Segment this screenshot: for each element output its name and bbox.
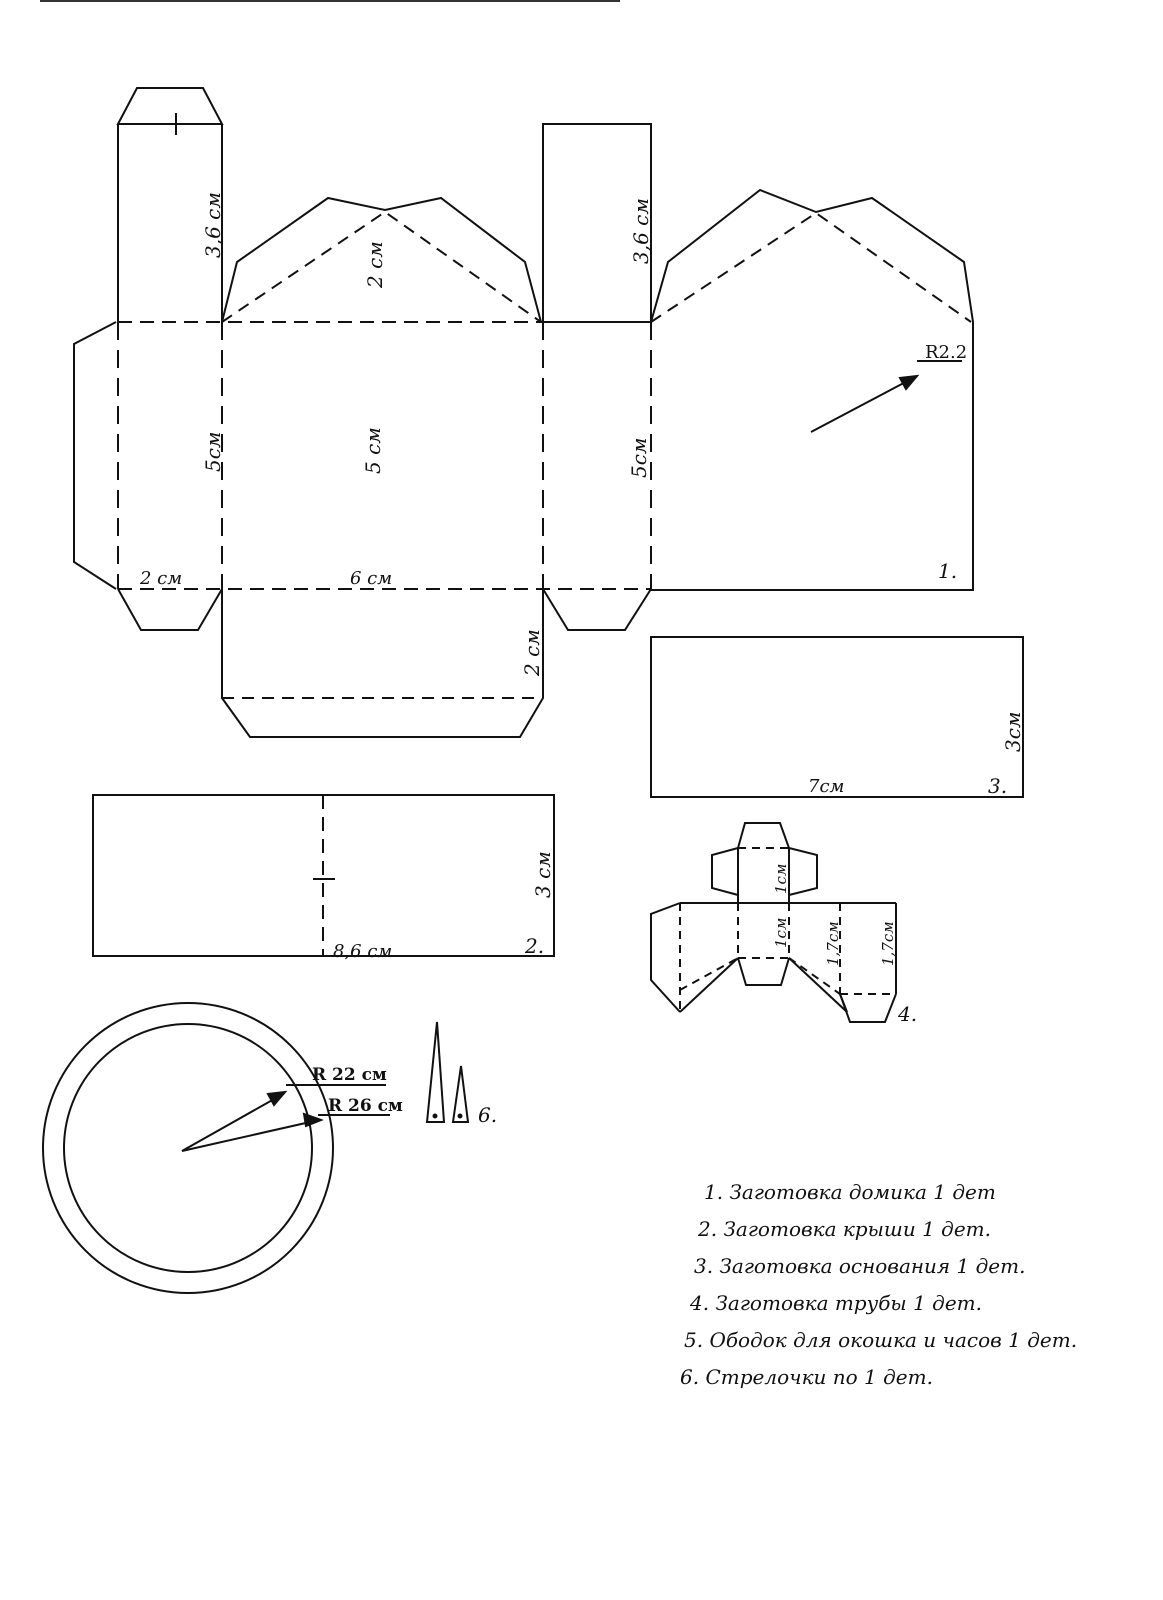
bottom-right-tab [543,589,651,630]
legend-item-2: 2. Заготовка крыши 1 дет. [698,1217,991,1241]
label-6cm-base: 6 см [350,568,393,589]
radius-inner-arrow [182,1094,283,1151]
label-2cm-base: 2 см [140,568,183,589]
floor-panel [222,589,543,737]
label-5cm-side-left: 5см [201,431,225,472]
part-5-rim [43,1003,390,1293]
back-gable-outline [651,190,973,590]
chimney-left-wing [651,903,680,1012]
radius-outer-arrow [182,1120,319,1151]
legend-item-4: 4. Заготовка трубы 1 дет. [690,1291,982,1315]
legend-item-3: 3. Заготовка основания 1 дет. [694,1254,1026,1278]
clock-hand-short-pin [459,1115,462,1118]
label-1-7cm-b: 1,7см [879,921,897,966]
chimney-bottom-cap [738,958,789,985]
label-part-6: 6. [478,1103,498,1127]
bottom-left-tab [118,589,222,630]
label-3cm-base: 3см [1001,711,1025,752]
left-glue-flap [74,322,116,589]
back-gable-fold [651,213,971,322]
left-top-tab [118,88,222,124]
clock-hand-long-pin [434,1115,437,1118]
label-2cm-roof: 2 см [363,241,387,288]
radius-arrow-head [900,376,917,389]
radius-arrow-line [811,376,917,432]
chimney-top-right-flap [789,848,817,895]
clock-hand-long [427,1022,444,1122]
radius-inner-arrow-head [268,1092,285,1105]
label-r26: R 26 см [328,1096,403,1116]
label-part-3: 3. [988,774,1008,798]
legend-item-6: 6. Стрелочки по 1 дет. [680,1365,933,1389]
part-6-clock-hands [427,1022,468,1122]
label-3-6cm-left: 3,6 см [201,192,225,258]
label-5cm-front: 5 см [361,427,385,474]
part-3-base-rect [651,637,1023,797]
label-5cm-side-right: 5см [627,437,651,478]
label-3cm-roof: 3 см [531,851,555,898]
legend-item-5: 5. Ободок для окошка и часов 1 дет. [684,1328,1078,1352]
parts-legend [680,1180,1140,1402]
label-1-7cm-a: 1,7см [824,921,842,966]
label-part-2: 2. [525,934,545,958]
label-7cm-base: 7см [808,776,845,797]
label-8-6cm-roof: 8,6 см [333,941,393,962]
label-part-4: 4. [898,1002,918,1026]
legend-item-1: 1. Заготовка домика 1 дет [704,1180,996,1204]
label-1cm-mid: 1см [772,917,790,948]
label-2cm-bottom: 2 см [520,629,544,676]
chimney-left-slope [680,958,738,1012]
part-2-roof [93,795,554,956]
chimney-right-bottom-cap [840,994,896,1022]
label-part-1: 1. [938,559,958,583]
label-3-6cm-right: 3,6 см [629,198,653,264]
label-r2-2: R2.2 [925,342,968,363]
label-1cm-top: 1см [772,863,790,894]
label-r22: R 22 см [312,1065,387,1085]
chimney-top-left-flap [712,848,738,895]
